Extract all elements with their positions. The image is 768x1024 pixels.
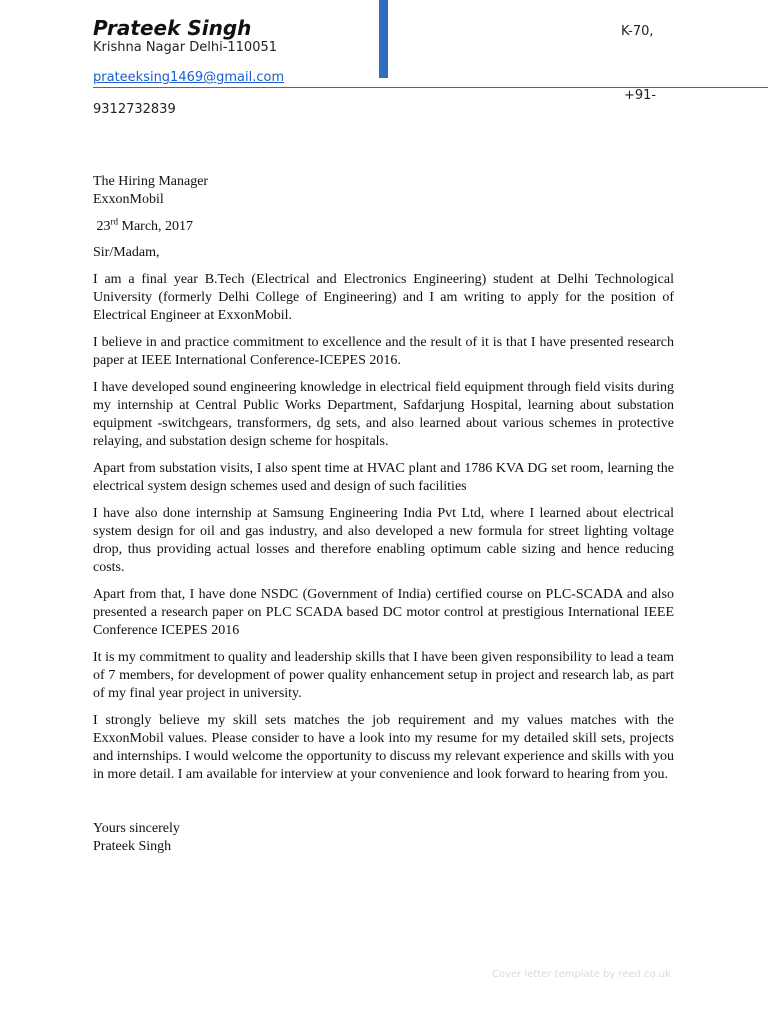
paragraph-3: I have developed sound engineering knowledge in electrical field equipment through field visits during my internship at Central Public Works Department, Safdarjung Hospital, learning about substation equipment -switchgears, transformers, dg sets, and also learned about various schemes in protective relaying, and substation design scheme for hospitals. [93, 380, 674, 449]
date-day: 23 [96, 219, 111, 234]
paragraph-5: I have also done internship at Samsung Engineering India Pvt Ltd, where I learned about electrical system design for oil and gas industry, and also developed a new formula for street lighting voltage drop, thus providing actual losses and therefore enabling optimum cable sizing and hence reducing costs. [93, 506, 674, 575]
footer-credit: Cover letter template by reed.co.uk [492, 969, 671, 980]
salutation: Sir/Madam, [93, 245, 160, 260]
letter-body [93, 173, 674, 856]
paragraph-8: I strongly believe my skill sets matches the job requirement and my values matches with the ExxonMobil values. Please consider to have a look into my resume for my detailed skill sets, projects and internships. I would welcome the opportunity to discuss my relevant experience and skills with you in more detail. I am available for interview at your convenience and look forward to hearing from you. [93, 713, 674, 782]
phone-number: 9312732839 [93, 102, 176, 117]
address-line-2: Krishna Nagar Delhi-110051 [93, 40, 278, 55]
email-link[interactable]: prateeksing1469@gmail.com [93, 70, 285, 85]
header-divider [93, 87, 768, 88]
paragraph-4: Apart from substation visits, I also spent time at HVAC plant and 1786 KVA DG set room, learning the electrical system design schemes used and design of such facilities [93, 461, 674, 494]
date-suffix: rd [110, 216, 118, 227]
paragraph-1: I am a final year B.Tech (Electrical and Electronics Engineering) student at Delhi Technological University (formerly Delhi College of Engineering) and I am writing to apply for the position of Electrical Engineer at ExxonMobil. [93, 272, 674, 323]
paragraph-6: Apart from that, I have done NSDC (Government of India) certified course on PLC-SCADA and also presented a research paper on PLC SCADA based DC motor control at prestigious International IEEE Conference ICEPES 2016 [93, 587, 674, 638]
phone-prefix: +91- [624, 88, 657, 103]
recipient-company: ExxonMobil [93, 192, 164, 207]
date-rest: March, 2017 [118, 219, 194, 234]
letter-date [93, 218, 674, 236]
address-line-1: K-70, [621, 24, 654, 39]
paragraph-2: I believe in and practice commitment to excellence and the result of it is that I have presented research paper at IEEE International Conference-ICEPES 2016. [93, 335, 674, 368]
header-accent-bar [379, 0, 388, 78]
sender-name: Prateek Singh [93, 16, 252, 40]
paragraph-7: It is my commitment to quality and leadership skills that I have been given responsibility to lead a team of 7 members, for development of power quality enhancement setup in project and research lab, as part of my final year project in university. [93, 650, 674, 701]
closing-line: Yours sincerely [93, 821, 180, 836]
recipient-title: The Hiring Manager [93, 174, 209, 189]
signature-name: Prateek Singh [93, 839, 172, 854]
